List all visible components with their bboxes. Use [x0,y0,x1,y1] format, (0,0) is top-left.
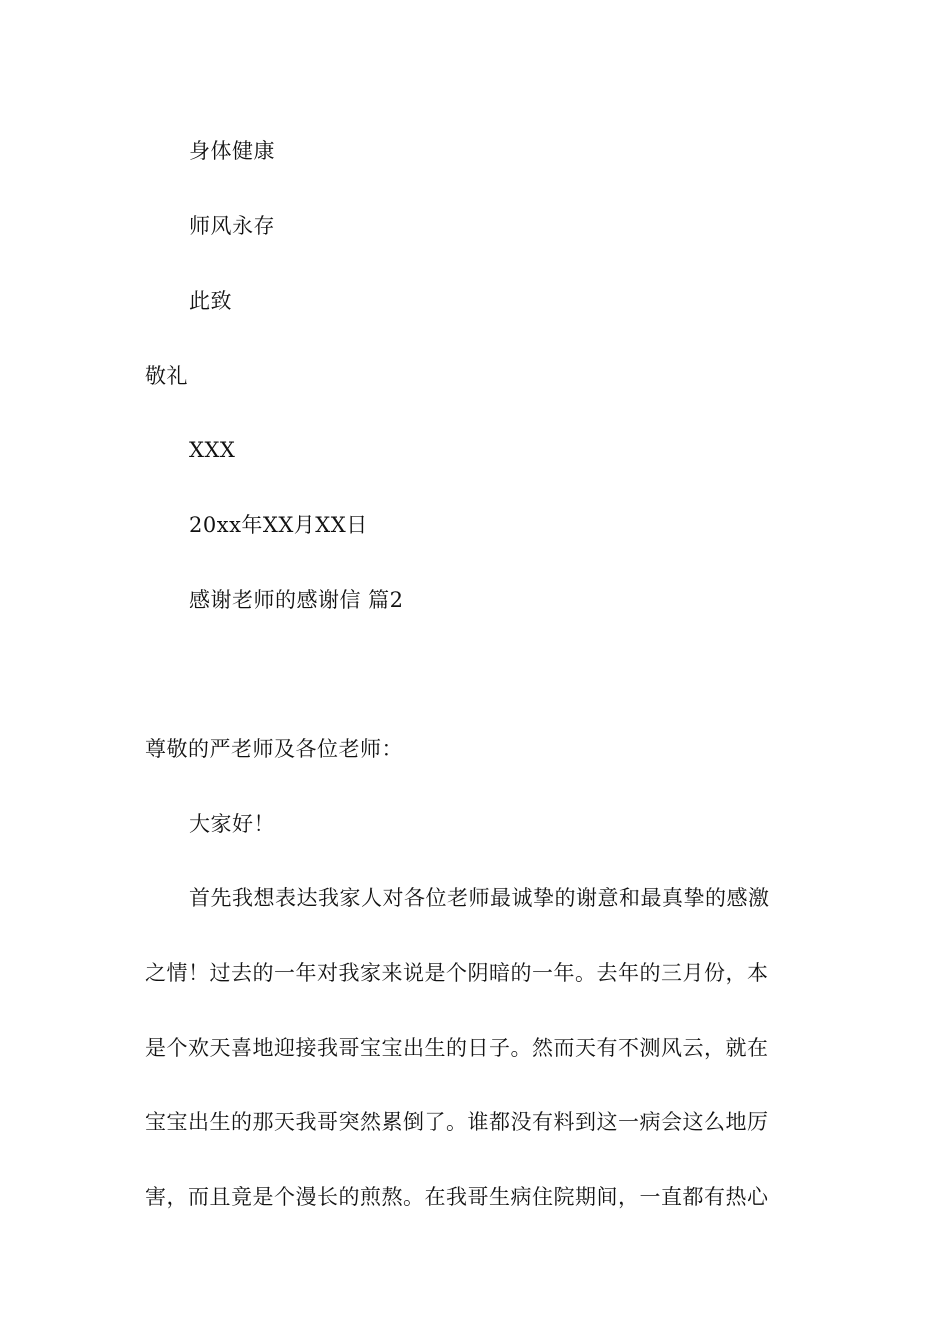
body-line-2: 之情！过去的一年对我家来说是个阴暗的一年。去年的三月份，本 [145,961,769,985]
signature-line: XXX [189,438,236,462]
body-line-1: 首先我想表达我家人对各位老师最诚挚的谢意和最真挚的感激 [189,886,770,910]
closing-line-cizhi: 此致 [189,289,232,313]
greeting-line: 大家好！ [189,812,275,836]
section-title: 感谢老师的感谢信 篇2 [189,588,404,612]
body-line-5: 害，而且竟是个漫长的煎熬。在我哥生病住院期间，一直都有热心 [145,1185,769,1209]
closing-line-teacher-spirit: 师风永存 [189,214,275,238]
body-line-3: 是个欢天喜地迎接我哥宝宝出生的日子。然而天有不测风云，就在 [145,1036,769,1060]
addressee-line: 尊敬的严老师及各位老师： [145,737,403,761]
closing-line-health: 身体健康 [189,139,275,163]
body-line-4: 宝宝出生的那天我哥突然累倒了。谁都没有料到这一病会这么地厉 [145,1110,769,1134]
date-line: 20xx年XX月XX日 [189,513,368,537]
salute-line: 敬礼 [145,364,188,388]
